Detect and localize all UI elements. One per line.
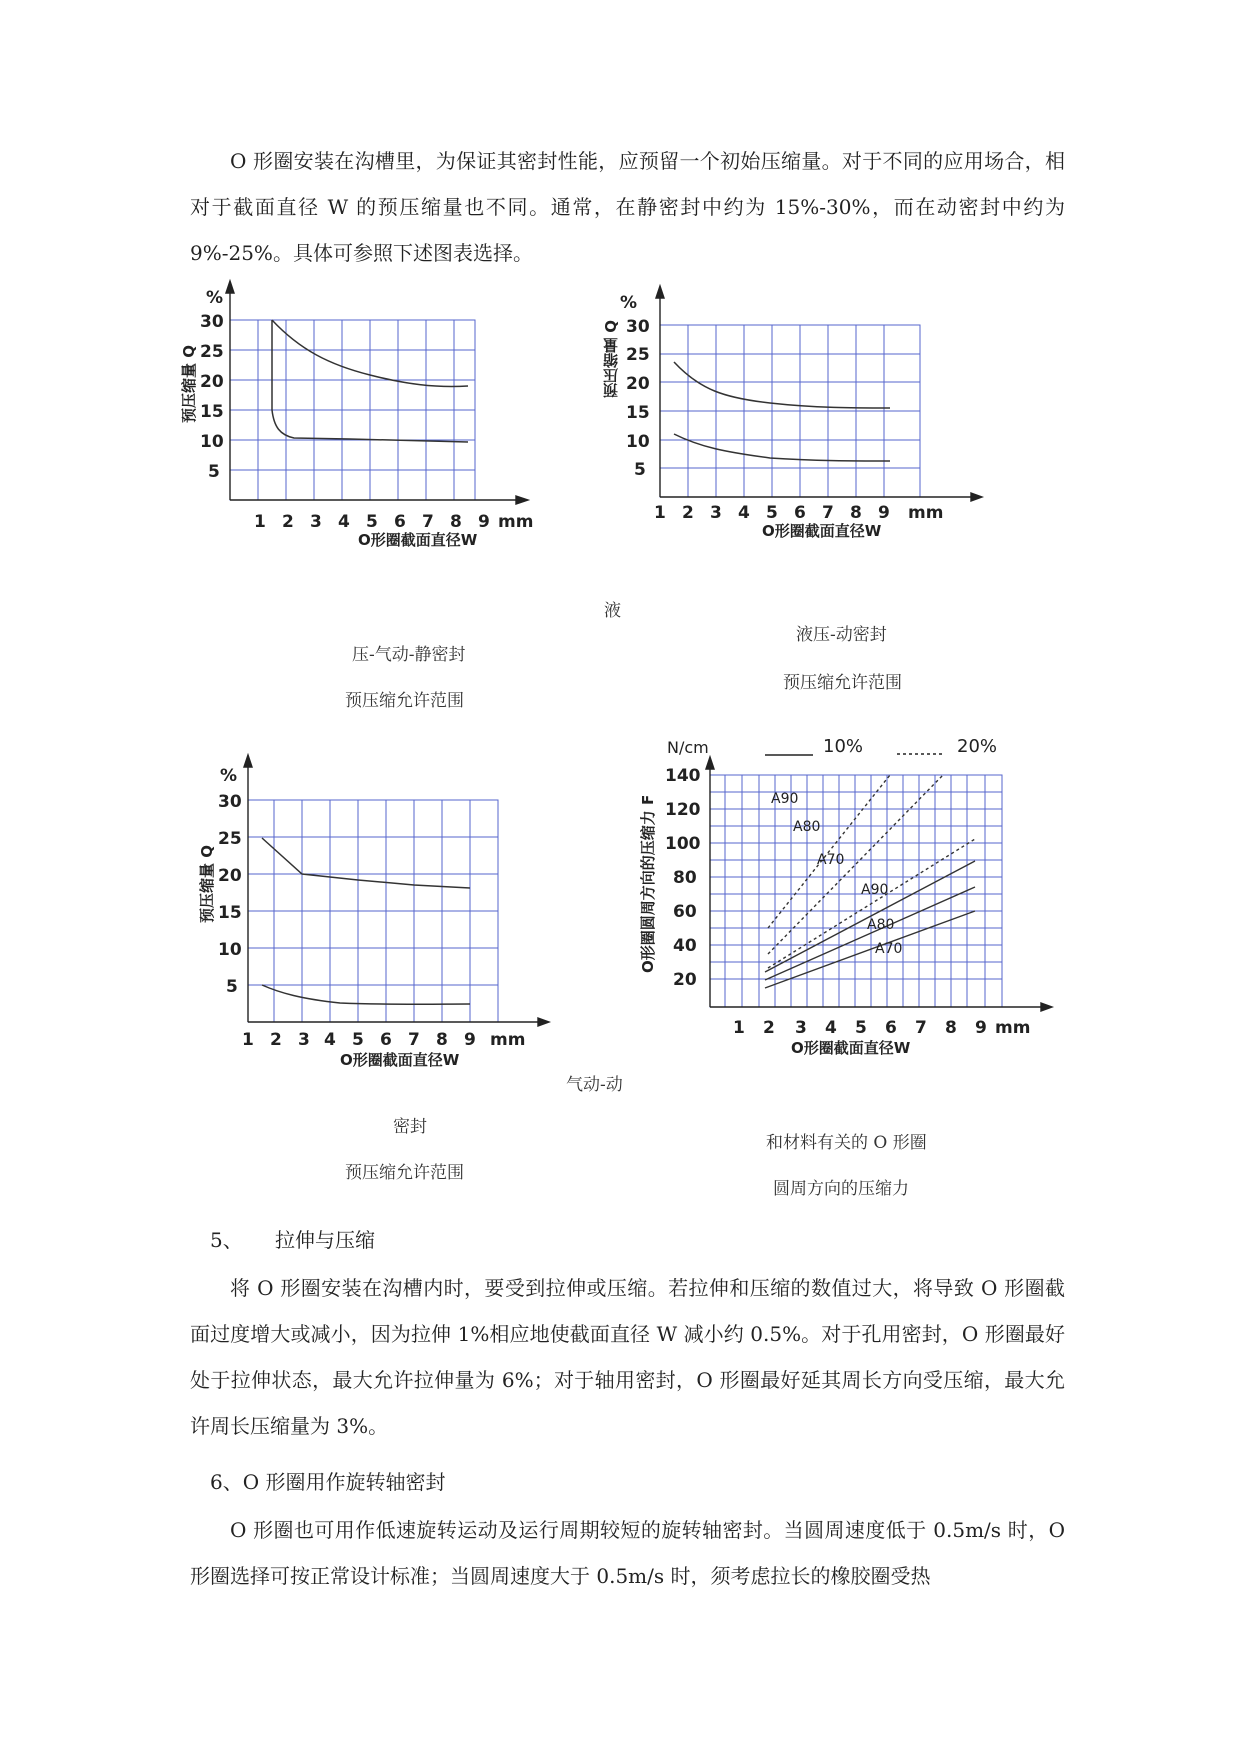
caption-pneumatic-c: 预压缩允许范围 — [345, 1163, 464, 1183]
static-xtick-6: 6 — [394, 512, 406, 532]
chart-hydraulic-axes — [656, 286, 982, 501]
hydraulic-xtick-4: 4 — [738, 503, 750, 523]
static-ytick-15: 15 — [200, 402, 224, 422]
pneumatic-xtick-4: 4 — [324, 1030, 336, 1050]
label-a80-10: A80 — [867, 917, 895, 933]
pneumatic-y-label: 预压缩量 Q — [198, 845, 216, 923]
force-ytick-80: 80 — [673, 868, 697, 888]
static-x-unit: mm — [498, 512, 534, 532]
hydraulic-x-label: O形圈截面直径W — [762, 522, 882, 540]
static-y-unit: % — [206, 288, 224, 308]
force-ytick-100: 100 — [665, 834, 701, 854]
static-xtick-1: 1 — [254, 512, 266, 532]
force-grid — [710, 775, 1002, 1007]
static-ytick-5: 5 — [208, 462, 220, 482]
legend-10: 10% — [823, 736, 864, 757]
force-y-unit: N/cm — [667, 738, 709, 757]
chart-static-seal — [180, 275, 570, 550]
force-xtick-1: 1 — [733, 1018, 745, 1038]
hydraulic-xtick-7: 7 — [822, 503, 834, 523]
static-ytick-20: 20 — [200, 372, 224, 392]
static-y-label: 预压缩量 Q — [180, 345, 198, 423]
pneumatic-xtick-3: 3 — [298, 1030, 310, 1050]
chart-pneumatic-dynamic — [190, 745, 570, 1075]
pneumatic-x-label: O形圈截面直径W — [340, 1051, 460, 1069]
hydraulic-y-unit: % — [620, 293, 638, 313]
line-a80-10 — [765, 887, 975, 980]
static-xtick-4: 4 — [338, 512, 350, 532]
caption-hydraulic-a: 液压-动密封 — [796, 625, 887, 645]
force-ytick-40: 40 — [673, 936, 697, 956]
force-ytick-140: 140 — [665, 766, 701, 786]
force-ytick-20: 20 — [673, 970, 697, 990]
caption-pneumatic-b: 密封 — [393, 1117, 427, 1137]
caption-static-b: 压-气动-静密封 — [352, 645, 466, 665]
hydraulic-xtick-6: 6 — [794, 503, 806, 523]
pneumatic-lower-curve — [262, 985, 470, 1004]
hydraulic-ytick-25: 25 — [626, 345, 650, 365]
force-xtick-4: 4 — [825, 1018, 837, 1038]
section-5-title: 拉伸与压缩 — [275, 1228, 375, 1252]
hydraulic-ytick-20: 20 — [626, 374, 650, 394]
static-x-label: O形圈截面直径W — [358, 531, 478, 549]
force-xtick-8: 8 — [945, 1018, 957, 1038]
static-xtick-2: 2 — [282, 512, 294, 532]
chart-hydraulic-grid — [660, 325, 920, 497]
force-xtick-5: 5 — [855, 1018, 867, 1038]
hydraulic-ytick-10: 10 — [626, 432, 650, 452]
hydraulic-x-unit: mm — [908, 503, 944, 523]
hydraulic-lower-curve — [674, 434, 890, 461]
caption-force-a: 和材料有关的 O 形圈 — [766, 1133, 927, 1153]
pneumatic-ytick-10: 10 — [218, 940, 242, 960]
pneumatic-xtick-5: 5 — [352, 1030, 364, 1050]
hydraulic-y-label: 预压缩量 Q — [602, 320, 620, 398]
force-x-label: O形圈截面直径W — [791, 1039, 911, 1057]
force-ytick-60: 60 — [673, 902, 697, 922]
hydraulic-upper-curve — [674, 362, 890, 408]
hydraulic-ytick-30: 30 — [626, 317, 650, 337]
chart-pneumatic-curves — [262, 838, 470, 1004]
hydraulic-ytick-15: 15 — [626, 403, 650, 423]
pneumatic-xtick-6: 6 — [380, 1030, 392, 1050]
static-ytick-25: 25 — [200, 342, 224, 362]
caption-static-c: 预压缩允许范围 — [345, 691, 464, 711]
chart-hydraulic-dynamic — [620, 280, 1050, 565]
label-a90-10: A90 — [861, 882, 889, 898]
pneumatic-ytick-5: 5 — [226, 977, 238, 997]
chart-static-grid — [230, 320, 475, 500]
caption-pneumatic-a: 气动-动 — [566, 1075, 623, 1095]
label-a70-20: A70 — [817, 852, 845, 868]
pneumatic-ytick-15: 15 — [218, 903, 242, 923]
intro-paragraph: O 形圈安装在沟槽里，为保证其密封性能，应预留一个初始压缩量。对于不同的应用场合，相对于截面直径 W 的预压缩量也不同。通常，在静密封中约为 15%-30%，而在动密封中约为 9%-25%。具体可参照下述图表选择。 — [190, 149, 1065, 265]
pneumatic-y-unit: % — [220, 766, 238, 786]
chart-compression-force — [639, 735, 1080, 1120]
hydraulic-xtick-5: 5 — [766, 503, 778, 523]
static-xtick-8: 8 — [450, 512, 462, 532]
pneumatic-upper-curve — [262, 838, 470, 888]
pneumatic-xtick-2: 2 — [270, 1030, 282, 1050]
pneumatic-xtick-9: 9 — [464, 1030, 476, 1050]
caption-static-a: 液 — [604, 601, 621, 621]
static-xtick-3: 3 — [310, 512, 322, 532]
force-xtick-2: 2 — [763, 1018, 775, 1038]
force-ytick-120: 120 — [665, 800, 701, 820]
section-5-paragraph: 将 O 形圈安装在沟槽内时，要受到拉伸或压缩。若拉伸和压缩的数值过大，将导致 O 形圈截面过度增大或减小，因为拉伸 1%相应地使截面直径 W 减小约 0.5%。对于孔用密封，O 形圈最好处于拉伸状态，最大允许拉伸量为 6%；对于轴用密封，O 形圈最好延其周长方向受压缩，最大允许周长压缩量为 3%。 — [190, 1276, 1065, 1438]
hydraulic-ytick-5: 5 — [634, 460, 646, 480]
legend-20: 20% — [957, 736, 998, 757]
label-a70-10: A70 — [875, 941, 903, 957]
force-x-unit: mm — [995, 1018, 1031, 1038]
pneumatic-ytick-30: 30 — [218, 792, 242, 812]
pneumatic-ytick-25: 25 — [218, 829, 242, 849]
force-xtick-6: 6 — [885, 1018, 897, 1038]
force-y-label: O形圈圆周方向的压缩力 F — [639, 794, 657, 973]
section-6-title: 6、O 形圈用作旋转轴密封 — [210, 1470, 446, 1494]
hydraulic-xtick-3: 3 — [710, 503, 722, 523]
static-xtick-9: 9 — [478, 512, 490, 532]
hydraulic-xtick-9: 9 — [878, 503, 890, 523]
force-legend — [765, 736, 997, 757]
hydraulic-xtick-1: 1 — [654, 503, 666, 523]
pneumatic-xtick-1: 1 — [242, 1030, 254, 1050]
force-xtick-9: 9 — [975, 1018, 987, 1038]
chart-pneumatic-grid — [248, 800, 498, 1022]
label-a90-20: A90 — [771, 791, 799, 807]
static-xtick-7: 7 — [422, 512, 434, 532]
static-ytick-30: 30 — [200, 312, 224, 332]
section-5-number: 5、 — [210, 1228, 243, 1252]
force-xtick-3: 3 — [795, 1018, 807, 1038]
pneumatic-xtick-8: 8 — [436, 1030, 448, 1050]
caption-hydraulic-b: 预压缩允许范围 — [783, 673, 902, 693]
label-a80-20: A80 — [793, 819, 821, 835]
pneumatic-xtick-7: 7 — [408, 1030, 420, 1050]
static-xtick-5: 5 — [366, 512, 378, 532]
caption-force-b: 圆周方向的压缩力 — [773, 1179, 909, 1199]
pneumatic-x-unit: mm — [490, 1030, 526, 1050]
section-6-paragraph: O 形圈也可用作低速旋转运动及运行周期较短的旋转轴密封。当圆周速度低于 0.5m/s 时，O 形圈选择可按正常设计标准；当圆周速度大于 0.5m/s 时，须考虑拉长的橡胶圈受热 — [190, 1518, 1065, 1588]
hydraulic-xtick-2: 2 — [682, 503, 694, 523]
static-ytick-10: 10 — [200, 432, 224, 452]
hydraulic-xtick-8: 8 — [850, 503, 862, 523]
pneumatic-ytick-20: 20 — [218, 866, 242, 886]
force-xtick-7: 7 — [915, 1018, 927, 1038]
